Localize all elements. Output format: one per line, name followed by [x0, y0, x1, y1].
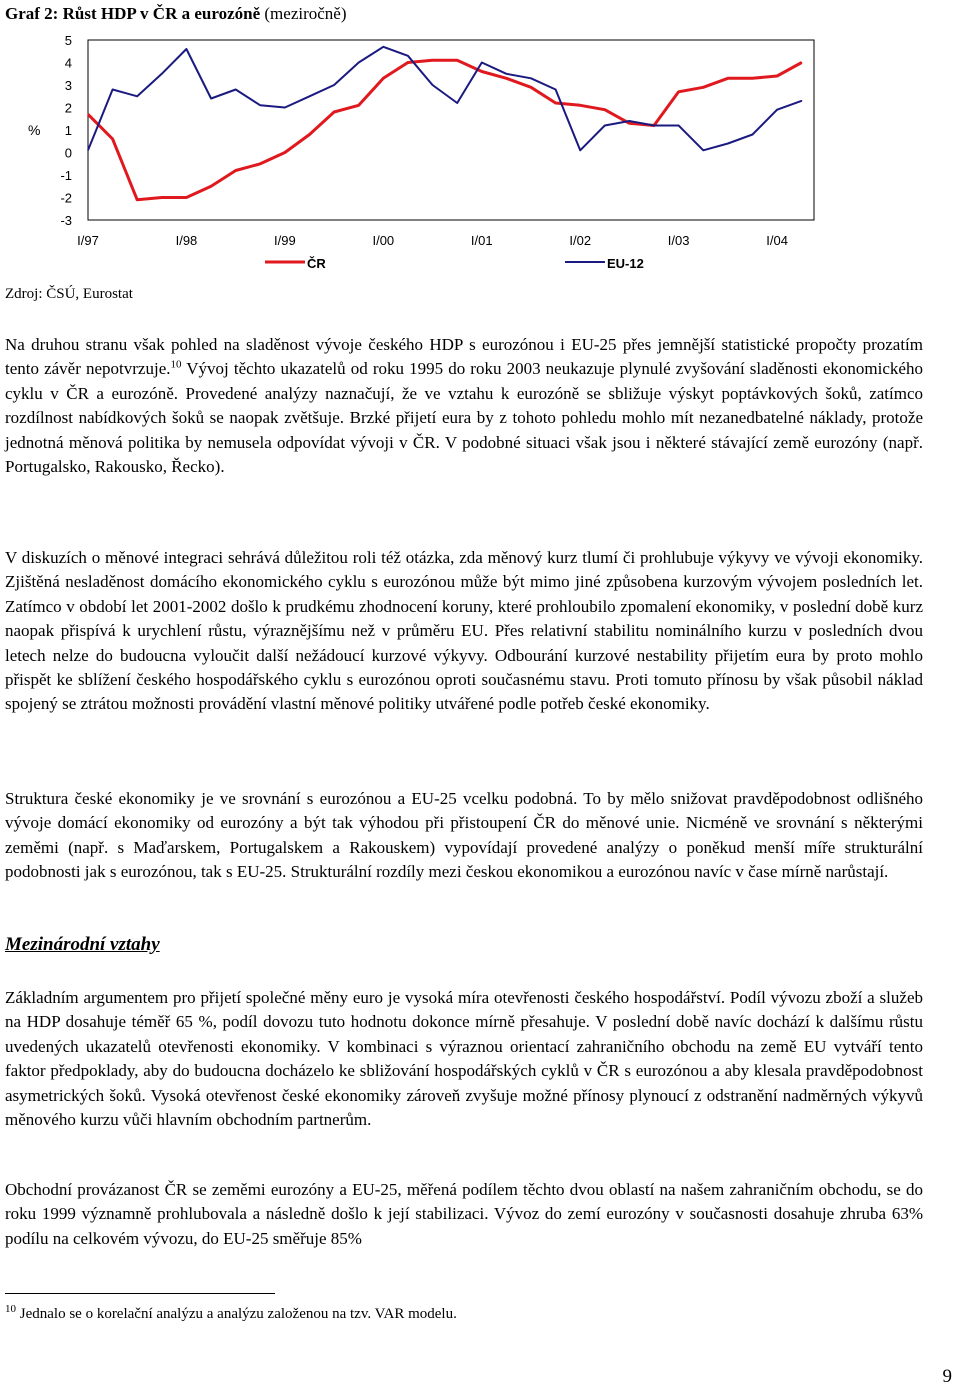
data-point	[604, 125, 605, 126]
data-point	[309, 96, 310, 97]
legend-label: EU-12	[607, 256, 644, 271]
data-point	[580, 105, 581, 106]
data-point	[112, 89, 113, 90]
data-point	[580, 150, 581, 151]
x-tick-label: I/00	[372, 233, 395, 248]
series-line-eu12	[88, 47, 802, 151]
data-point	[530, 87, 531, 88]
data-point	[801, 62, 802, 63]
paragraph-1-part-b: Vývoj těchto ukazatelů od roku 1995 do roku 2003 neukazuje plynulé zvyšování sladěnosti ekonomického cyklu v ČR a eurozóně. Provedené analýzy naznačují, že ve vztahu k eurozóně se sbližuje výskyt poptávkových šoků, zatímco rozdílnost nabídkových šoků se naopak zvětšuje. Brzké přijetí eura by z tohoto pohledu mohlo mít nezanedbatelné náklady, protože jednotná měnová politika by nemusela odpovídat vývoji v ČR. V podobné situaci však jsou i některé stávající země eurozóny (např. Portugalsko, Rakousko, Řecko).	[5, 359, 923, 477]
figure-title	[5, 4, 347, 24]
data-point	[210, 186, 211, 187]
data-point	[112, 138, 113, 139]
data-point	[309, 134, 310, 135]
data-point	[629, 120, 630, 121]
data-point	[284, 107, 285, 108]
data-point	[334, 111, 335, 112]
data-point	[457, 102, 458, 103]
footnote-number: 10	[5, 1303, 16, 1315]
data-point	[87, 114, 88, 115]
page-number: 9	[942, 1366, 952, 1387]
data-point	[407, 62, 408, 63]
paragraph-5: Obchodní provázanost ČR se zeměmi eurozóny a EU-25, měřená podílem těchto dvou oblastí na našem zahraničním obchodu, se do roku 1999 významně prohlubovala a následně došlo k její stabilizaci. Vývoz do zemí eurozóny v současnosti dosahuje zhruba 63% podílu na celkovém vývozu, do EU-25 směřuje 85%	[5, 1180, 923, 1248]
data-point	[678, 125, 679, 126]
data-point	[727, 143, 728, 144]
data-point	[653, 125, 654, 126]
paragraph-2: V diskuzích o měnové integraci sehrává důležitou roli též otázka, zda měnový kurz tlumí či prohlubuje výkyvy ve vývoji ekonomiky. Zjištěná nesladěnost domácího ekonomického cyklu s eurozónou může být mimo jiné způsobena kurzovým vývojem posledních let. Zatímco v období let 2001-2002 došlo k prudkému zhodnocení koruny, které prohloubilo zpomalení ekonomiky, v poslední době kurz naopak přispívá k urychlení růstu, výraznějšímu než v průměru EU. Přes relativní stabilitu nominálního kurzu v posledních dvou letech nelze do budoucna vyloučit další nežádoucí kurzové výkyvy. Odbourání kurzové nestability přijetím eura by proto mohlo přispět ke sblížení českého hospodářského cyklu s eurozónou oproti současnému stavu. Proti tomuto přínosu by však působil náklad spojený se ztrátou možnosti provádění vlastní měnové politiky utvářené podle potřeb české ekonomiky.	[5, 548, 923, 714]
footnote-divider	[5, 1293, 275, 1294]
x-tick-label: I/03	[667, 233, 690, 248]
data-point	[506, 73, 507, 74]
data-point	[383, 46, 384, 47]
data-point	[137, 199, 138, 200]
data-point	[235, 89, 236, 90]
data-point	[284, 152, 285, 153]
figure-title-note: (meziročně)	[264, 4, 347, 23]
y-tick-label: -3	[60, 213, 72, 228]
paragraph-1-part-a: Na druhou stranu však pohled na sladěnost vývoje českého HDP s eurozónou i EU-25 přes jemnější statistické propočty prozatím tento závěr nepotvrzuje.	[5, 335, 923, 379]
data-point	[432, 60, 433, 61]
gdp-growth-chart	[0, 28, 960, 278]
data-point	[506, 78, 507, 79]
paragraph-4: Základním argumentem pro přijetí společné měny euro je vysoká míra otevřenosti českého hospodářství. Podíl vývozu zboží a služeb na HDP dosahuje téměř 65 %, podíl dovozu tuto hodnotu dokonce mírně přesahuje. V poslední době navíc dochází k dalšímu růstu uvedených ukazatelů otevřenosti ekonomiky. V kombinaci s výraznou orientací zahraničního obchodu na země EU vytváří tento faktor předpoklady, aby do budoucna docházelo ke sbližování hospodářských cyklů v ČR s eurozónou a aby klesala pravděpodobnost asymetrických šoků. Vysoká otevřenost české ekonomiky zároveň zvyšuje možné přínosy plynoucí z odstranění nadměrných výkyvů měnového kurzu vůči hlavním obchodním partnerům.	[5, 988, 923, 1130]
data-point	[629, 123, 630, 124]
y-tick-label: 2	[64, 100, 72, 116]
data-point	[727, 78, 728, 79]
data-point	[481, 71, 482, 72]
x-tick-label: I/01	[470, 233, 493, 248]
data-point	[481, 62, 482, 63]
data-point	[260, 105, 261, 106]
footnote	[5, 1303, 457, 1323]
data-point	[776, 75, 777, 76]
y-tick-label: 3	[64, 78, 72, 93]
data-point	[235, 170, 236, 171]
y-tick-label: -1	[60, 168, 72, 183]
data-point	[186, 48, 187, 49]
y-tick-label: 1	[64, 123, 72, 138]
data-point	[334, 84, 335, 85]
x-tick-label: I/04	[766, 233, 788, 248]
data-point	[752, 78, 753, 79]
data-point	[161, 197, 162, 198]
data-point	[776, 109, 777, 110]
section-heading: Mezinárodní vztahy	[5, 934, 160, 955]
x-tick-label: I/02	[569, 233, 592, 248]
data-point	[530, 78, 531, 79]
data-point	[604, 109, 605, 110]
data-point	[210, 98, 211, 99]
data-point	[703, 150, 704, 151]
y-tick-label: 4	[64, 55, 72, 71]
paragraph-1	[5, 333, 923, 479]
data-point	[87, 150, 88, 151]
data-point	[260, 163, 261, 164]
y-tick-label: -2	[60, 190, 72, 206]
series-line-cr	[88, 60, 802, 200]
data-point	[752, 134, 753, 135]
data-point	[407, 55, 408, 56]
footnote-text: Jednalo se o korelační analýzu a analýzu založenou na tzv. VAR modelu.	[16, 1306, 457, 1322]
x-tick-label: I/99	[274, 233, 296, 248]
data-point	[457, 60, 458, 61]
x-tick-label: I/98	[175, 233, 198, 248]
data-point	[383, 78, 384, 79]
data-point	[555, 102, 556, 103]
x-tick-label: I/97	[77, 233, 99, 248]
paragraph-3: Struktura české ekonomiky je ve srovnání s eurozónou a EU-25 vcelku podobná. To by mělo snižovat pravděpodobnost odlišného vývoje domácí ekonomiky od eurozóny a být tak výhodou při přistoupení ČR do měnové unie. Nicméně ve srovnání s některými zeměmi (např. s Maďarskem, Portugalskem a Rakouskem) vypovídají provedené analýzy o poněkud menší míře strukturální podobnosti jak s eurozónou, tak s EU-25. Strukturální rozdíly mezi českou ekonomikou a eurozónou navíc v čase mírně narůstají.	[5, 789, 923, 882]
footnote-ref[interactable]: 10	[170, 358, 182, 371]
data-point	[137, 96, 138, 97]
y-axis-label: %	[28, 122, 41, 138]
figure-title-label: Graf 2: Růst HDP v ČR a eurozóně	[5, 4, 261, 23]
y-tick-label: 0	[64, 145, 72, 161]
data-point	[432, 84, 433, 85]
data-point	[801, 100, 802, 101]
data-point	[678, 91, 679, 92]
data-point	[703, 87, 704, 88]
data-point	[186, 197, 187, 198]
figure-source: Zdroj: ČSÚ, Eurostat	[5, 286, 133, 302]
legend-label: ČR	[307, 256, 326, 271]
data-point	[358, 62, 359, 63]
y-tick-label: 5	[64, 33, 72, 48]
data-point	[358, 105, 359, 106]
data-point	[161, 73, 162, 74]
data-point	[555, 89, 556, 90]
